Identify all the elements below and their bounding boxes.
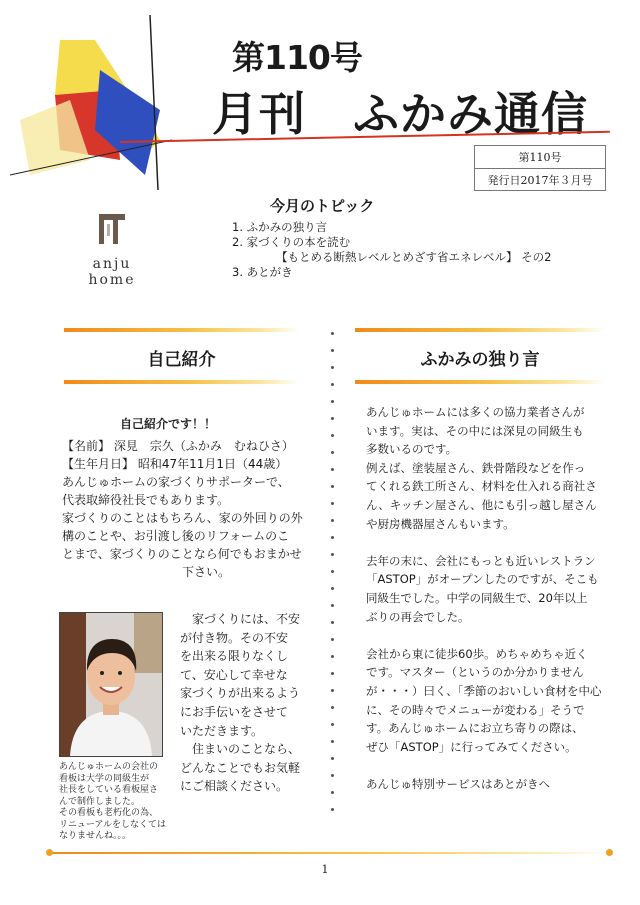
decorative-corner-graphic — [0, 0, 175, 195]
paragraph-line: す。あんじゅホームにお立ち寄りの際は、 — [366, 721, 584, 736]
divider-dot — [331, 553, 334, 556]
divider-dot — [331, 808, 334, 811]
caption-line: その看板も老朽化の為、 — [59, 808, 159, 818]
paragraph-spacer — [366, 626, 616, 645]
divider-dot — [331, 332, 334, 335]
photo-caption — [59, 762, 169, 843]
topic-item: 3. あとがき — [232, 265, 293, 279]
self-intro-heading: 自己紹介 — [147, 350, 216, 370]
paragraph-line: 家づくりが出来るよう — [180, 686, 301, 701]
paragraph-line: ぜひ「ASTOP」に行ってみてください。 — [366, 739, 577, 754]
divider-dot — [331, 383, 334, 386]
paragraph-line: あんじゅホームの家づくりサポーターで、 — [62, 475, 290, 489]
topic-item: 2. 家づくりの本を読む — [232, 235, 351, 249]
paragraph-line: が付き物。その不安 — [180, 630, 289, 645]
paragraph-line: を出来る限りなくし — [180, 649, 289, 664]
paragraph-line: 家づくりのことはもちろん、家の外回りの外 — [62, 511, 303, 525]
logo-text-line2: home — [88, 272, 136, 288]
paragraph-line: に、その時々でメニューが変わる」そうで — [366, 702, 585, 717]
paragraph-line: 構のことや、お引渡し後のリフォームのこ — [62, 529, 290, 543]
footer-dot-right — [606, 849, 613, 856]
caption-line: んで制作しました。 — [59, 796, 141, 807]
newsletter-title: 月刊 ふかみ通信 — [212, 87, 588, 141]
paragraph-line: 去年の末に、会社にもっとも近いレストラン — [366, 553, 596, 568]
company-logo — [82, 212, 142, 288]
paragraph-line: 会社から東に徒歩60歩。めちゃめちゃ近く — [366, 646, 588, 661]
caption-line: リニューアルをしなくては — [59, 819, 167, 830]
paragraph-line: て、安心して幸せな — [180, 667, 288, 682]
topics-heading: 今月のトピック — [270, 197, 375, 215]
paragraph-line: 例えば、塗装屋さん、鉄骨階段などを作っ — [366, 460, 586, 475]
divider-dot — [331, 774, 334, 777]
divider-dot — [331, 502, 334, 505]
divider-dot — [331, 706, 334, 709]
paragraph-spacer — [366, 533, 616, 552]
divider-dot — [331, 740, 334, 743]
profile-birthday: 【生年月日】 昭和47年11月1日（44歳） — [62, 457, 288, 471]
caption-line: あんじゅホームの会社の — [59, 762, 159, 772]
self-intro-header — [64, 328, 299, 384]
paragraph-line: どんなことでもお気軽 — [180, 760, 301, 775]
topic-item-subtitle: 【もとめる断熱レベルとめざす省エネレベル】 その2 — [276, 250, 552, 264]
divider-dot — [331, 638, 334, 641]
divider-dot — [331, 400, 334, 403]
paragraph-line: や厨房機器屋さんもいます。 — [366, 516, 515, 531]
paragraph-line: あんじゅホームには多くの協力業者さんが — [366, 405, 585, 419]
divider-dot — [331, 434, 334, 437]
issue-box-date: 発行日2017年３月号 — [487, 174, 593, 187]
divider-dot — [331, 655, 334, 658]
divider-dot — [331, 757, 334, 760]
divider-dot — [331, 536, 334, 539]
paragraph-line: 代表取締役社長でもあります。 — [62, 493, 230, 507]
topic-item: 1. ふかみの独り言 — [232, 220, 328, 234]
divider-dot — [331, 366, 334, 369]
caption-line: なりませんね。。。 — [59, 831, 132, 841]
paragraph-line: います。実は、その中には深見の同級生も — [366, 423, 584, 438]
paragraph-line: いただきます。 — [180, 723, 264, 738]
divider-dot — [331, 468, 334, 471]
paragraph-line: 多数いるのです。 — [366, 442, 458, 457]
divider-dot — [331, 791, 334, 794]
intro-title: 自己紹介です！！ — [120, 417, 217, 431]
monologue-header — [355, 328, 605, 384]
divider-dot — [331, 689, 334, 692]
paragraph-line: にご相談ください。 — [180, 779, 289, 794]
divider-dot — [331, 723, 334, 726]
president-photo — [59, 612, 163, 757]
paragraph-line: 住まいのことなら、 — [180, 742, 301, 757]
divider-dot — [331, 570, 334, 573]
footer-rule — [50, 852, 610, 854]
paragraph-line: です。マスター（というのか分かりません — [366, 665, 584, 680]
divider-dot — [331, 349, 334, 352]
paragraph-line: ぶりの再会でした。 — [366, 609, 470, 624]
divider-dot — [331, 519, 334, 522]
column-divider — [331, 332, 335, 822]
divider-dot — [331, 587, 334, 590]
paragraph-line: にお手伝いをさせて — [180, 704, 289, 719]
paragraph-line: ん、キッチン屋さん、他にも引っ越し屋さん — [366, 497, 597, 512]
logo-icon — [95, 212, 129, 246]
paragraph-line: あんじゅ特別サービスはあとがきへ — [366, 776, 550, 791]
divider-dot — [331, 672, 334, 675]
profile-name: 【名前】 深見 宗久（ふかみ むねひさ） — [62, 439, 294, 453]
paragraph-line: とまで、家づくりのことなら何でもおまかせ — [62, 547, 302, 561]
paragraph-line: 同級生でした。中学の同級生で、20年以上 — [366, 590, 588, 605]
issue-info-box — [474, 145, 606, 191]
divider-dot — [331, 604, 334, 607]
divider-dot — [331, 485, 334, 488]
footer-dot-left — [46, 849, 53, 856]
paragraph-line: 「ASTOP」がオープンしたのですが、そこも — [366, 572, 599, 587]
paragraph-line: が・・・）曰く、「季節のおいしい食材を中心 — [366, 683, 602, 698]
caption-line: 社長をしている看板屋さ — [59, 785, 159, 795]
topics-list — [232, 220, 551, 280]
paragraph-spacer — [366, 756, 616, 775]
page-number: 1 — [321, 863, 329, 876]
issue-title: 第110号 — [232, 38, 362, 77]
monologue-body — [366, 403, 616, 793]
self-intro-wrap-text — [180, 610, 305, 796]
divider-dot — [331, 451, 334, 454]
paragraph-line: 家づくりには、不安 — [180, 612, 301, 626]
monologue-heading: ふかみの独り言 — [420, 350, 540, 370]
issue-box-number: 第110号 — [475, 149, 605, 169]
divider-dot — [331, 417, 334, 420]
caption-line: 看板は大学の同級生が — [59, 773, 150, 784]
divider-dot — [331, 621, 334, 624]
self-intro-body — [62, 437, 303, 581]
paragraph-line: 下さい。 — [182, 565, 231, 579]
paragraph-line: てくれる鉄工所さん、材料を仕入れる商社さ — [366, 479, 597, 494]
logo-text-line1: anju — [92, 256, 132, 272]
